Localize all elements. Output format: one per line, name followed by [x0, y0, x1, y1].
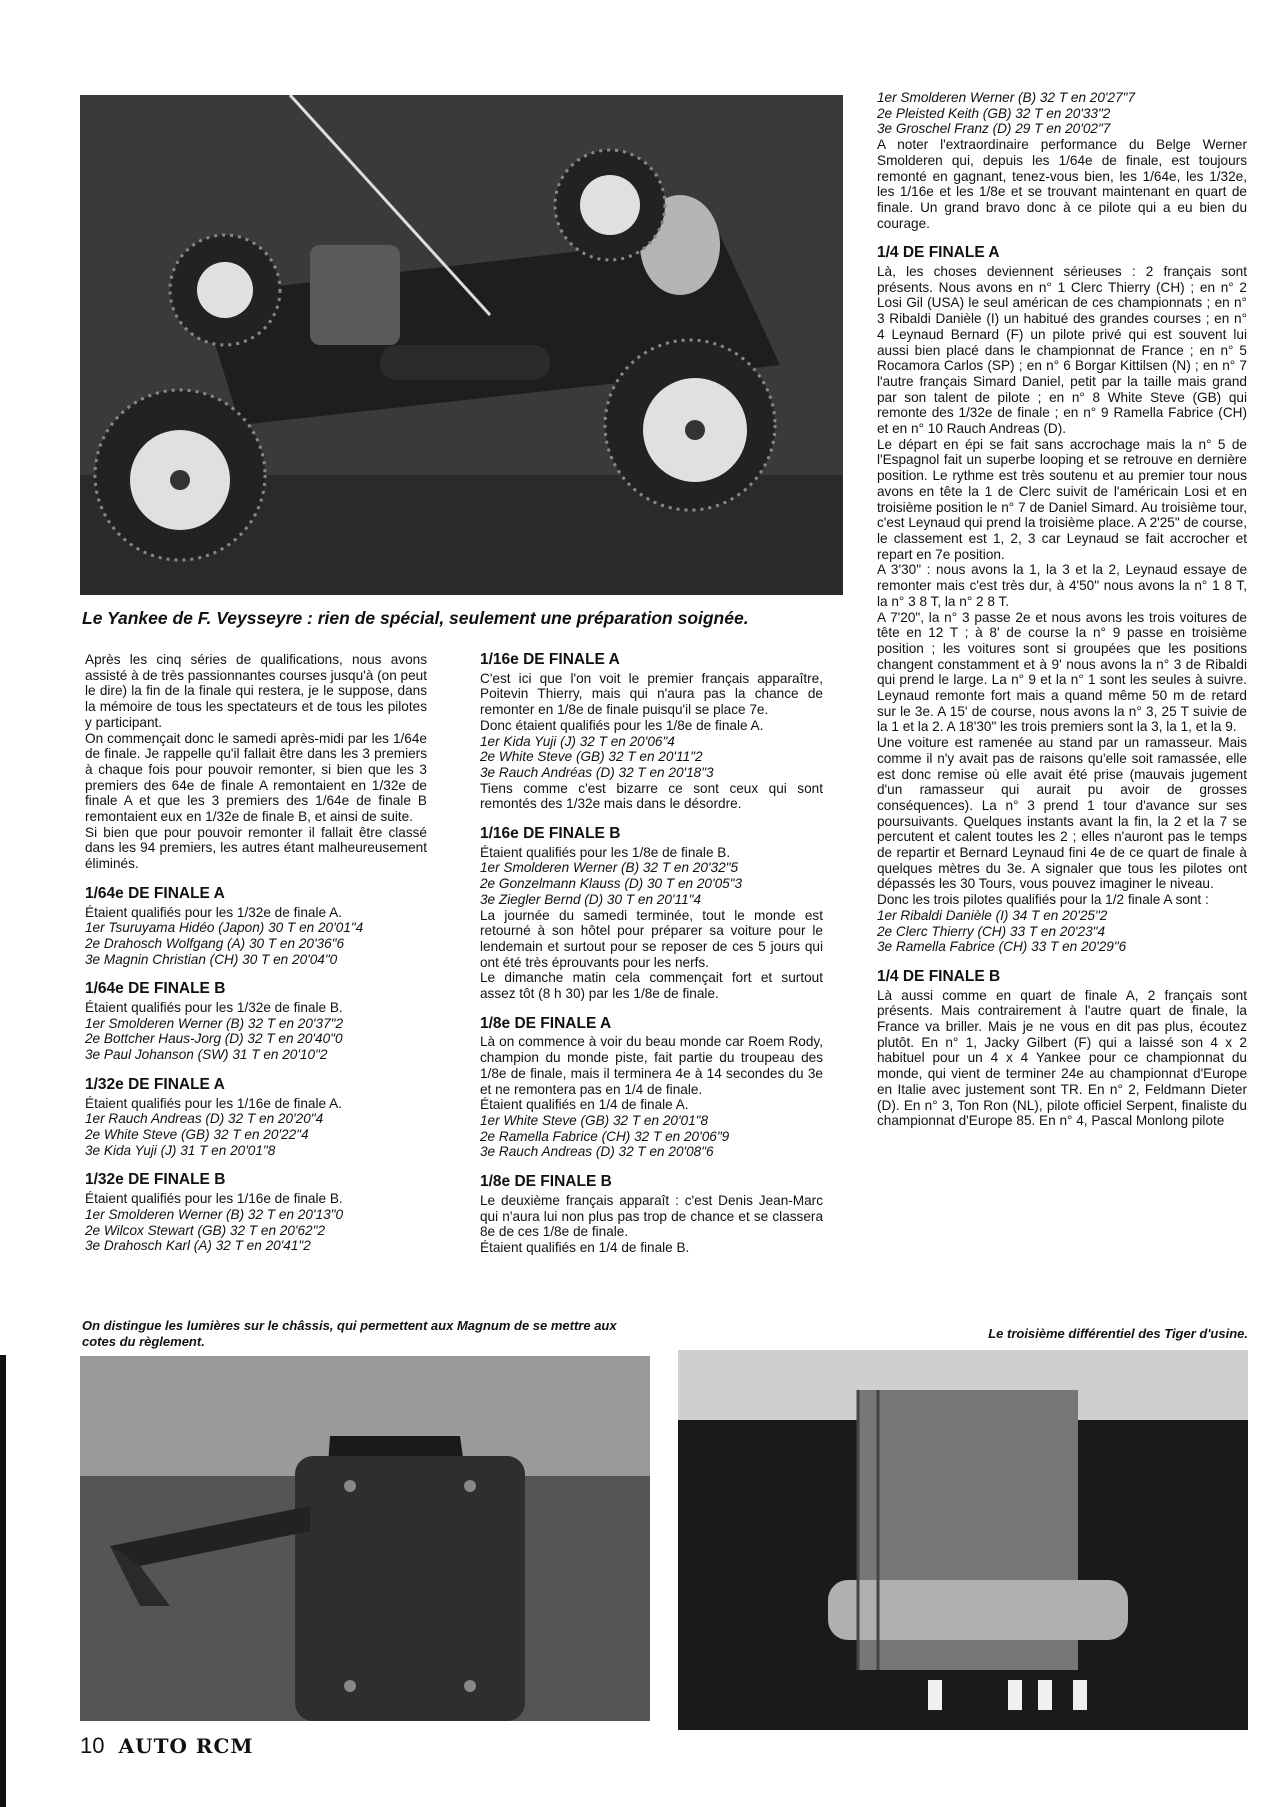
paragraph: Le dimanche matin cela commençait fort et surtout assez tôt (8 h 30) par les 1/8e de finale. — [480, 970, 823, 1002]
paragraph: Le deuxième français apparaît : c'est Denis Jean-Marc qui n'aura lui non plus pas trop de chance et se classera 8e de ces 1/8e de finale. — [480, 1192, 823, 1240]
paragraph: Étaient qualifiés pour les 1/16e de finale B. — [85, 1191, 343, 1207]
result-line: 2e Ramella Fabrice (CH) 32 T en 20'06"9 — [480, 1128, 730, 1144]
buggy-photo — [80, 95, 843, 595]
section-heading: 1/8e DE FINALE A — [480, 1014, 612, 1032]
paragraph: Étaient qualifiés en 1/4 de finale A. — [480, 1097, 689, 1113]
result-line: 1er Ribaldi Danièle (I) 34 T en 20'25"2 — [877, 907, 1108, 923]
page-number: 10 — [80, 1733, 105, 1758]
top-photo-caption: Le Yankee de F. Veysseyre : rien de spécial, seulement une préparation soignée. — [82, 608, 749, 628]
section-heading: 1/4 DE FINALE A — [877, 244, 1000, 262]
paragraph: Donc les trois pilotes qualifiés pour la 1/2 finale A sont : — [877, 892, 1209, 908]
section-heading: 1/64e DE FINALE A — [85, 884, 225, 902]
result-line: 2e Gonzelmann Klauss (D) 30 T en 20'05"3 — [480, 876, 743, 892]
result-line: 3e Ziegler Bernd (D) 30 T en 20'11"4 — [480, 891, 702, 907]
result-line: 1er Rauch Andreas (D) 32 T en 20'20"4 — [85, 1111, 324, 1127]
result-line: 2e Bottcher Haus-Jorg (D) 32 T en 20'40"0 — [85, 1031, 343, 1047]
bottom-right-photo-caption: Le troisième différentiel des Tiger d'usine. — [988, 1326, 1248, 1341]
section-heading: 1/4 DE FINALE B — [877, 967, 1001, 985]
result-line: 3e Ramella Fabrice (CH) 33 T en 20'29"6 — [877, 939, 1127, 955]
result-line: 2e Pleisted Keith (GB) 32 T en 20'33"2 — [877, 105, 1111, 121]
paragraph: Là, les choses deviennent sérieuses : 2 français sont présents. Nous avons en n° 1 Clerc Thierry (CH) ; en n° 2 Losi Gil (USA) le seul américan de ces championnats ; en n° 3 Ribaldi Danièle (I) un habitué des grandes courses ; en n° 4 Leynaud Bernard (F) un pilote privé qui est souvent lui aussi bien placé dans le championnat de France ; en n° 5 Rocamora Carlos (SP) ; en n° 6 Borgar Kittilsen (N) ; en n° 7 l'autre français Simard Daniel, petit par la taille mais grand par son talent de pilote ; en n° 8 White Steve (GB) qui remonte des 1/32e de finale ; en n° 9 Ramella Fabrice (CH) et en n° 10 Rauch Andreas (D). — [877, 264, 1247, 437]
result-line: 2e Drahosch Wolfgang (A) 30 T en 20'36"6 — [85, 935, 345, 951]
section-heading: 1/8e DE FINALE B — [480, 1173, 612, 1191]
article-column-1 — [85, 652, 427, 1254]
result-line: 2e White Steve (GB) 32 T en 20'11"2 — [480, 749, 703, 765]
result-line: 2e Clerc Thierry (CH) 33 T en 20'23"4 — [877, 923, 1106, 939]
page-edge-bar — [0, 1355, 6, 1807]
result-line: 1er Kida Yuji (J) 32 T en 20'06"4 — [480, 733, 675, 749]
paragraph: Étaient qualifiés pour les 1/32e de finale B. — [85, 1000, 343, 1016]
section-heading: 1/64e DE FINALE B — [85, 980, 226, 998]
paragraph: C'est ici que l'on voit le premier français apparaître, Poitevin Thierry, mais qui n'aura pas la chance de remonter en 1/8e de finale puisqu'il se place 7e. — [480, 670, 823, 718]
result-line: 1er Smolderen Werner (B) 32 T en 20'37"2 — [85, 1015, 344, 1031]
result-line: 2e Wilcox Stewart (GB) 32 T en 20'62"2 — [85, 1222, 326, 1238]
paragraph: On commençait donc le samedi après-midi par les 1/64e de finale. Je rappelle qu'il fallait être dans les 3 premiers à chaque fois pour pouvoir remonter, si bien que les 3 premiers des 64e de finale A remontaient en 1/32e de finale A et que les 3 premiers des 1/64e de finale B remontaient eux en 1/32e de finale B, et ainsi de suite. — [85, 730, 427, 825]
result-line: 3e Paul Johanson (SW) 31 T en 20'10"2 — [85, 1047, 328, 1063]
magazine-name: AUTO RCM — [118, 1734, 254, 1758]
paragraph: A noter l'extraordinaire performance du Belge Werner Smolderen qui, depuis les 1/64e de finale, est toujours remonté en gagnant, tenez-vous bien, les 1/64e, les 1/32e, les 1/16e et les 1/8e et se trouvant maintenant en quart de finale. Un grand bravo donc à ce pilote qui a eu bien du courage. — [877, 137, 1247, 231]
result-line: 3e Rauch Andréas (D) 32 T en 20'18"3 — [480, 764, 714, 780]
result-line: 1er Smolderen Werner (B) 32 T en 20'27"7 — [877, 90, 1136, 105]
section-heading: 1/16e DE FINALE B — [480, 825, 621, 843]
paragraph: Étaient qualifiés pour les 1/8e de finale B. — [480, 844, 731, 860]
paragraph: Là on commence à voir du beau monde car Roem Rody, champion du monde piste, fait partie du troupeau des 1/8e de finale, mais il terminera 4e à 14 secondes du 3e et ne remontera pas en 1/4 de finale. — [480, 1034, 823, 1097]
paragraph: Le départ en épi se fait sans accrochage mais la n° 5 de l'Espagnol fait un superbe looping et se retrouve en dernière position. Le rythme est très soutenu et au premier tour nous avons en tête la 1 de Clerc suivit de l'américain Losi et en troisième position le n° 7 de Daniel Simard. Au troisième tour, c'est Leynaud qui prend la troisième place. A 2'25" de course, le classement est 1, 2, 3 car Leynaud se fait accrocher et repart en 7e position. — [877, 436, 1247, 562]
result-line: 2e White Steve (GB) 32 T en 20'22"4 — [85, 1126, 309, 1142]
section-heading: 1/32e DE FINALE B — [85, 1171, 226, 1189]
chassis-photo — [80, 1356, 650, 1721]
result-line: 3e Kida Yuji (J) 31 T en 20'01"8 — [85, 1142, 276, 1158]
paragraph: Étaient qualifiés pour les 1/32e de finale A. — [85, 904, 342, 920]
paragraph: La journée du samedi terminée, tout le monde est retourné à son hôtel pour préparer sa voiture pour le lendemain et surtout pour se reposer de ces 5 jours qui ont été très éprouvants pour les nerfs. — [480, 907, 823, 970]
paragraph: Si bien que pour pouvoir remonter il fallait être classé dans les 94 premiers, les autres étant malheureusement éliminés. — [85, 824, 427, 872]
paragraph: Après les cinq séries de qualifications, nous avons assisté à de très passionnantes courses jusqu'à (on peut le dire) la fin de la finale qui restera, je le suppose, dans la mémoire de tous les spectateurs et de tous les pilotes y participant. — [85, 652, 427, 730]
section-heading: 1/32e DE FINALE A — [85, 1075, 225, 1093]
section-heading: 1/16e DE FINALE A — [480, 651, 620, 668]
paragraph: Donc étaient qualifiés pour les 1/8e de finale A. — [480, 717, 764, 733]
page-footer — [80, 1733, 254, 1759]
bottom-left-photo-caption: On distingue les lumières sur le châssis, qui permettent aux Magnum de se mettre aux cotes du règlement. — [82, 1318, 617, 1349]
paragraph: Tiens comme c'est bizarre ce sont ceux qui sont remontés des 1/32e mais dans le désordre. — [480, 780, 823, 812]
differential-photo — [678, 1350, 1248, 1730]
article-column-2 — [480, 652, 823, 1256]
result-line: 1er Tsuruyama Hidéo (Japon) 30 T en 20'01"4 — [85, 920, 364, 936]
result-line: 3e Magnin Christian (CH) 30 T en 20'04"0 — [85, 951, 338, 967]
paragraph: Une voiture est ramenée au stand par un ramasseur. Mais comme il n'y avait pas de raisons qu'elle soit ramassée, elle est donc remise où elle avait été prise (mauvais jugement d'un ramasseur qui aurait pu avoir de grosses conséquences). La n° 3 prend 1 tour d'avance sur ses poursuivants. Quelques instants avant la fin, la 2 et la 7 se percutent et calent toutes les 2 ; elles n'auront pas le temps de repartir et Bernard Leynaud fini 4e de ce quart de finale à quelques mètres du 3e. A signaler que tous les pilotes ont dépassés les 30 Tours, vous pouvez imaginer le niveau. — [877, 735, 1247, 892]
article-column-3 — [877, 90, 1247, 1129]
result-line: 1er Smolderen Werner (B) 32 T en 20'32"5 — [480, 860, 739, 876]
result-line: 3e Groschel Franz (D) 29 T en 20'02"7 — [877, 121, 1111, 137]
paragraph: A 7'20", la n° 3 passe 2e et nous avons les trois voitures de tête en 12 T ; à 8' de course la n° 9 passe en troisième position ; les voitures sont si groupées que les positions changent constamment et à 9' nous avons la n° 3 de Ribaldi qui prend le large. La n° 9 et la n° 1 sont les seules à suivre. Leynaud remonte fort mais a quand même 50 m de retard sur le 3e. A 15' de course, nous avons la n° 3, 25 T suivie de la 1 et la 2. A 18'30" les trois premiers sont la 3, la 1, et la 9. — [877, 609, 1247, 735]
result-line: 3e Drahosch Karl (A) 32 T en 20'41"2 — [85, 1238, 311, 1254]
paragraph: A 3'30" : nous avons la 1, la 3 et la 2, Leynaud essaye de remonter mais c'est très dur, à 4'50" nous avons la n° 1 8 T, la n° 3 8 T, la n° 2 8 T. — [877, 562, 1247, 609]
result-line: 3e Rauch Andreas (D) 32 T en 20'08"6 — [480, 1144, 714, 1160]
paragraph: Étaient qualifiés en 1/4 de finale B. — [480, 1239, 690, 1255]
result-line: 1er Smolderen Werner (B) 32 T en 20'13"0 — [85, 1206, 344, 1222]
result-line: 1er White Steve (GB) 32 T en 20'01"8 — [480, 1112, 709, 1128]
paragraph: Là aussi comme en quart de finale A, 2 français sont présents. Mais contrairement à l'autre quart de finale, la France va briller. Mais je ne vous en dit pas plus, écoutez plutôt. En n° 1, Jacky Gilbert (F) qui a laissé son 4 x 2 habituel pour un 4 x 4 Yankee pour ce championnat du monde, qui vient de terminer 24e au championnat d'Europe en Italie avec justement sont TR. En n° 2, Feldmann Dieter (D). En n° 3, Ton Ron (NL), pilote officiel Serpent, finaliste du championnat d'Europe 85. En n° 4, Pascal Monlong pilote — [877, 987, 1247, 1129]
paragraph: Étaient qualifiés pour les 1/16e de finale A. — [85, 1095, 342, 1111]
